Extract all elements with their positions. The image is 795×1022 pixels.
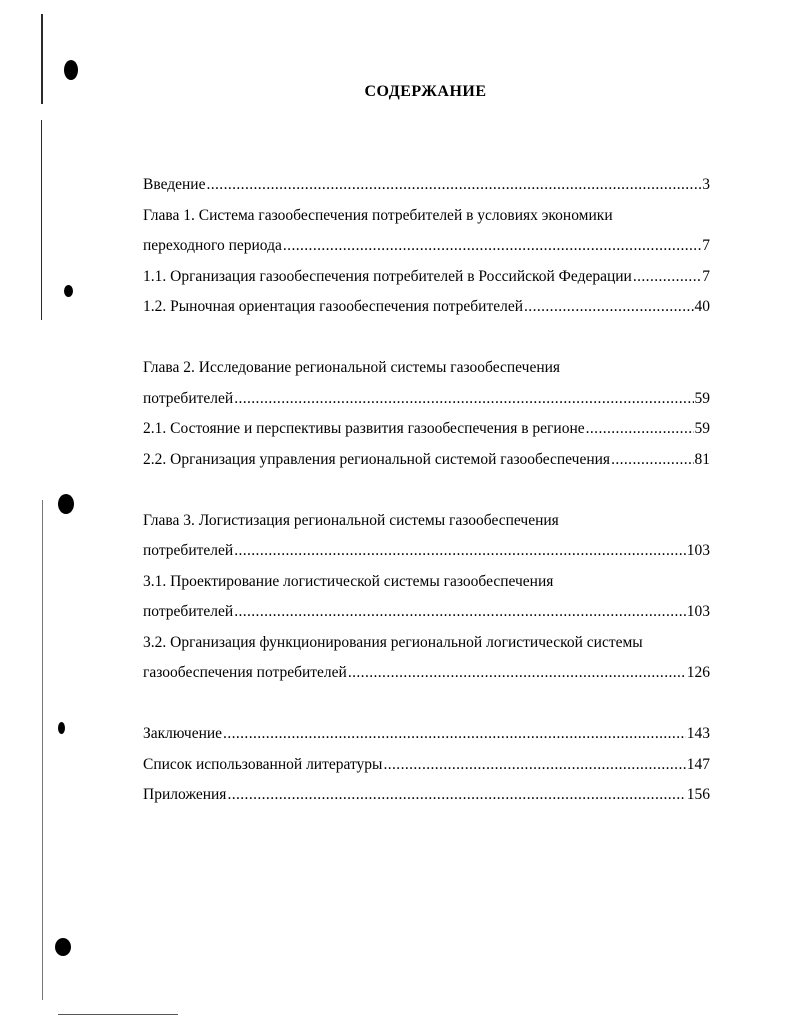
leader-dots: [611, 445, 693, 476]
leader-dots: [524, 292, 693, 323]
leader-dots: [633, 262, 701, 293]
toc-entry-chapter-1[interactable]: [143, 231, 710, 262]
toc-label: Приложения: [143, 786, 227, 803]
leader-dots: [586, 414, 694, 445]
toc-entry-section-3-2-heading[interactable]: [143, 628, 710, 659]
toc-entry-section-3-1-heading[interactable]: [143, 567, 710, 598]
toc-label: Глава 2. Исследование региональной системы газообеспечения: [143, 359, 561, 376]
toc-label: 2.1. Состояние и перспективы развития газообеспечения в регионе: [143, 420, 585, 437]
punch-hole-mark: [64, 60, 78, 80]
toc-page-number: 7: [702, 237, 710, 254]
leader-dots: [234, 597, 686, 628]
toc-entry-section-3-2[interactable]: [143, 658, 710, 689]
toc-entry-references[interactable]: [143, 750, 710, 781]
footer-rule: [58, 1014, 178, 1015]
toc-entry-section-2-2[interactable]: [143, 445, 710, 476]
toc-page-number: 81: [694, 450, 710, 468]
toc-entry-intro[interactable]: [143, 170, 710, 201]
toc-page-number: 40: [694, 298, 710, 315]
leader-dots: [383, 750, 685, 781]
toc-label: Глава 3. Логистизация региональной системы газообеспечения: [143, 511, 559, 529]
toc-page-number: 103: [686, 603, 710, 620]
page-title: СОДЕРЖАНИЕ: [364, 83, 487, 100]
toc-label: Введение: [143, 176, 206, 193]
binder-margin-line: [41, 120, 42, 320]
toc-label: 3.2. Организация функционирования региональной логистической системы: [143, 633, 643, 651]
toc-entry-chapter-2-heading[interactable]: [143, 353, 710, 384]
toc-page-number: 3: [702, 176, 710, 193]
punch-hole-mark: [58, 494, 74, 514]
table-of-contents: [143, 170, 710, 811]
toc-label: потребителей: [143, 389, 234, 407]
toc-page-number: 143: [686, 725, 710, 742]
punch-hole-mark: [55, 938, 71, 956]
toc-label: Заключение: [143, 725, 223, 742]
toc-label: газообеспечения потребителей: [143, 664, 347, 681]
toc-label: переходного периода: [143, 237, 282, 254]
toc-entry-chapter-2[interactable]: [143, 384, 710, 415]
toc-page-number: 59: [694, 389, 710, 407]
toc-label: 1.2. Рыночная ориентация газообеспечения потребителей: [143, 298, 524, 315]
leader-dots: [234, 536, 686, 567]
toc-label: Список использованной литературы: [143, 755, 383, 773]
toc-page-number: 7: [702, 267, 710, 285]
leader-dots: [206, 170, 701, 201]
toc-entry-chapter-3[interactable]: [143, 536, 710, 567]
toc-entry-section-2-1[interactable]: [143, 414, 710, 445]
toc-label: 3.1. Проектирование логистической системы газообеспечения: [143, 572, 554, 590]
toc-page-number: 103: [686, 542, 710, 559]
toc-page-number: 59: [694, 420, 710, 437]
toc-entry-section-1-2[interactable]: [143, 292, 710, 323]
leader-dots: [227, 780, 685, 811]
toc-page-number: 126: [686, 664, 710, 681]
toc-entry-chapter-1-heading[interactable]: [143, 201, 710, 232]
leader-dots: [223, 719, 686, 750]
toc-entry-section-1-1[interactable]: [143, 262, 710, 293]
spacer: [143, 475, 710, 506]
toc-entry-appendix[interactable]: [143, 780, 710, 811]
spacer: [143, 323, 710, 354]
toc-label: 2.2. Организация управления региональной системой газообеспечения: [143, 450, 611, 468]
toc-page-number: 147: [686, 755, 710, 773]
leader-dots: [234, 384, 693, 415]
spacer: [143, 689, 710, 720]
toc-label: Глава 1. Система газообеспечения потребителей в условиях экономики: [143, 206, 613, 224]
toc-entry-chapter-3-heading[interactable]: [143, 506, 710, 537]
toc-label: потребителей: [143, 542, 234, 559]
toc-label: 1.1. Организация газообеспечения потребителей в Российской Федерации: [143, 267, 632, 285]
leader-dots: [283, 231, 701, 262]
punch-hole-mark: [58, 722, 65, 734]
binder-margin-line: [42, 500, 43, 1000]
toc-label: потребителей: [143, 603, 234, 620]
toc-entry-conclusion[interactable]: [143, 719, 710, 750]
punch-hole-mark: [64, 285, 73, 297]
toc-entry-section-3-1[interactable]: [143, 597, 710, 628]
leader-dots: [348, 658, 686, 689]
toc-page-number: 156: [686, 786, 710, 803]
